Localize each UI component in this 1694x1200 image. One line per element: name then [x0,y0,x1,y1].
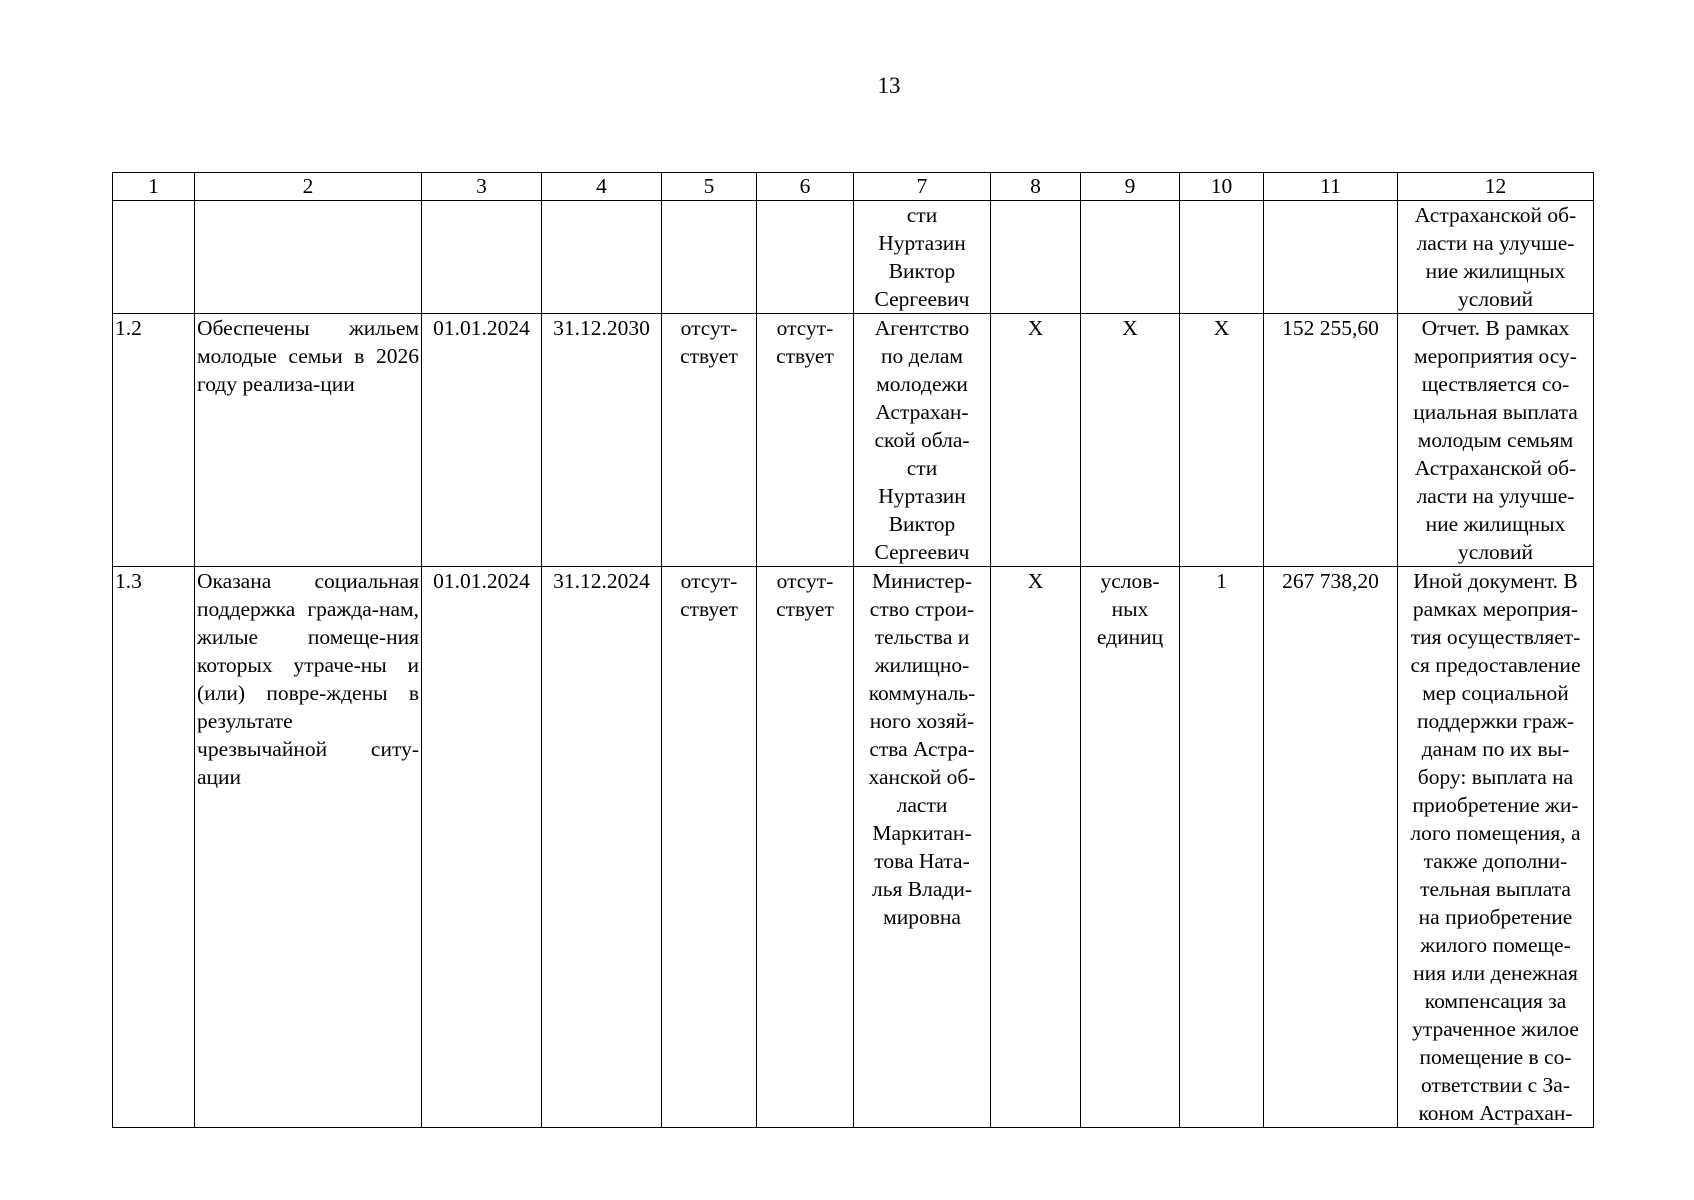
amount-cell: 267 738,20 [1264,567,1398,1128]
col9-cell: X [1081,314,1180,567]
row-number-cell: 1.3 [113,567,195,1128]
empty-cell [1180,201,1264,314]
row-number-cell: 1.2 [113,314,195,567]
column-number-row [113,173,1594,201]
responsible-cell: Министер- ство строи- тельства и жилищно- коммуналь- ного хозяй- ства Астра- ханской об- ласти Маркитан- това Ната- лья Влади- мировна [854,567,991,1128]
column-number: 3 [422,173,542,201]
column-number: 12 [1398,173,1594,201]
column-number: 8 [991,173,1081,201]
col10-cell: X [1180,314,1264,567]
col10-cell: 1 [1180,567,1264,1128]
col6-cell: отсут- ствует [757,314,854,567]
start-date-cell: 01.01.2024 [422,314,542,567]
note-cell: Иной документ. В рамках мероприя- тия осуществляет- ся предоставление мер социальной поддержки граж- данам по их вы- бору: выплата на приобретение жи- лого помещения, а также дополни- тельная выплата на приобретение жилого помеще- ния или денежная компенсация за утраченное жилое помещение в со- ответствии с За- коном Астрахан- [1398,567,1594,1128]
start-date-cell: 01.01.2024 [422,567,542,1128]
empty-cell [662,201,757,314]
empty-cell [113,201,195,314]
column-number: 7 [854,173,991,201]
column-number: 11 [1264,173,1398,201]
note-cell: Астраханской об- ласти на улучше- ние жилищных условий [1398,201,1594,314]
column-number: 2 [195,173,422,201]
continuation-row [113,201,1594,314]
column-number: 4 [542,173,662,201]
page-number: 13 [877,73,901,98]
amount-cell: 152 255,60 [1264,314,1398,567]
column-number: 1 [113,173,195,201]
col5-cell: отсут- ствует [662,314,757,567]
col8-cell: X [991,314,1081,567]
empty-cell [991,201,1081,314]
end-date-cell: 31.12.2030 [542,314,662,567]
column-number: 6 [757,173,854,201]
col6-cell: отсут- ствует [757,567,854,1128]
column-number: 10 [1180,173,1264,201]
empty-cell [542,201,662,314]
responsible-cell: Агентство по делам молодежи Астрахан- ской обла- сти Нуртазин Виктор Сергеевич [854,314,991,567]
column-number: 9 [1081,173,1180,201]
empty-cell [1081,201,1180,314]
responsible-cell: сти Нуртазин Виктор Сергеевич [854,201,991,314]
empty-cell [195,201,422,314]
note-cell: Отчет. В рамках мероприятия осу- ществляется со- циальная выплата молодым семьям Астраханской об- ласти на улучше- ние жилищных условий [1398,314,1594,567]
measures-table [112,172,1594,1128]
column-number: 5 [662,173,757,201]
col5-cell: отсут- ствует [662,567,757,1128]
table-row [113,314,1594,567]
empty-cell [422,201,542,314]
measure-name-cell: Обеспечены жильем молодые семьи в 2026 году реализа-ции [195,314,422,567]
col8-cell: X [991,567,1081,1128]
empty-cell [757,201,854,314]
measure-name-cell: Оказана социальная поддержка гражда-нам, жилые помеще-ния которых утраче-ны и (или) повре-ждены в результате чрезвычайной ситу-ации [195,567,422,1128]
col9-cell: услов- ных единиц [1081,567,1180,1128]
table-row [113,567,1594,1128]
end-date-cell: 31.12.2024 [542,567,662,1128]
empty-cell [1264,201,1398,314]
